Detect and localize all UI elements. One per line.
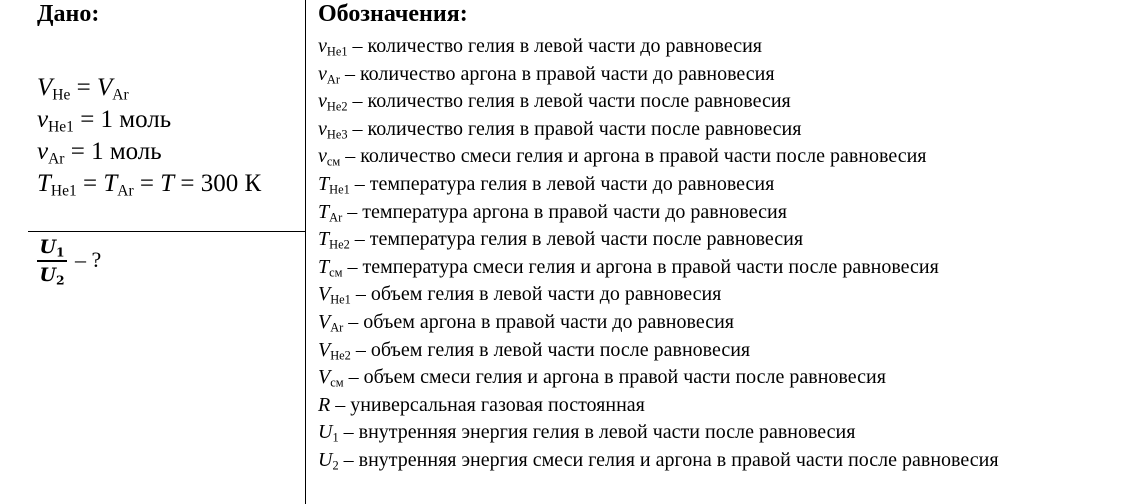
given-line <box>37 104 261 136</box>
subscript: Ar <box>326 72 340 87</box>
symbol: U <box>318 448 333 471</box>
subscript: He1 <box>330 293 351 308</box>
text-run: – количество гелия в левой части после равновесия <box>347 90 791 113</box>
fraction-denominator <box>39 264 64 286</box>
subscript: см <box>329 265 343 280</box>
symbol: T <box>318 172 330 195</box>
notation-row <box>318 226 1108 254</box>
notation-row <box>318 419 1108 447</box>
notation-row <box>318 392 1108 420</box>
given-line <box>37 136 261 168</box>
symbol: ν <box>37 106 49 133</box>
notation-row <box>318 364 1108 392</box>
text-run: – количество гелия в левой части до равновесия <box>347 35 762 57</box>
horizontal-divider <box>28 231 305 232</box>
notation-row <box>318 116 1108 144</box>
subscript: He1 <box>48 118 74 136</box>
text-run: = <box>70 74 97 101</box>
subscript: Ar <box>48 150 65 168</box>
fraction-numerator <box>39 236 64 258</box>
subscript: He2 <box>329 237 350 252</box>
text-run: – внутренняя энергия гелия в левой части после равновесия <box>338 421 856 444</box>
text-run: – объем гелия в левой части после равновесия <box>350 338 751 361</box>
text-run: – температура гелия в левой части до равновесия <box>349 172 775 195</box>
text-run: – объем гелия в левой части до равновесия <box>350 283 722 306</box>
subscript: He1 <box>329 182 350 197</box>
subscript: 2 <box>55 272 65 288</box>
symbol: ν <box>318 145 327 168</box>
text-run: = 300 К <box>174 170 262 197</box>
subscript: 2 <box>332 458 339 473</box>
subscript: 1 <box>332 431 339 446</box>
text-run: – универсальная газовая постоянная <box>330 393 645 416</box>
find-expression <box>37 236 101 286</box>
vertical-divider <box>305 0 306 504</box>
subscript: Ar <box>330 320 344 335</box>
subscript: He1 <box>50 182 77 200</box>
notation-list <box>318 33 1108 475</box>
given-line <box>37 72 261 104</box>
symbol: T <box>318 255 330 278</box>
symbol: U <box>39 236 56 258</box>
symbol: R <box>318 393 331 416</box>
subscript: см <box>326 155 341 170</box>
symbol: T <box>160 170 175 197</box>
symbol: ν <box>318 90 327 113</box>
subscript: He2 <box>330 348 351 363</box>
symbol: ν <box>318 117 327 140</box>
subscript: Ar <box>329 210 343 225</box>
symbol: ν <box>318 62 327 85</box>
notation-row <box>318 88 1108 116</box>
find-question: – ? <box>75 246 102 272</box>
text-run: – количество аргона в правой части до равновесия <box>339 62 775 85</box>
symbol: T <box>37 170 51 197</box>
text-run: – температура гелия в левой части после равновесия <box>349 228 804 251</box>
notation-row <box>318 337 1108 365</box>
subscript: He2 <box>326 99 348 114</box>
subscript: He <box>52 86 71 104</box>
symbol: V <box>318 338 331 361</box>
text-run: = <box>133 170 161 197</box>
symbol: U <box>318 421 333 444</box>
text-run: = <box>76 170 104 197</box>
notation-row <box>318 61 1108 89</box>
text-run: = 1 моль <box>64 138 162 165</box>
symbol: U <box>39 263 56 286</box>
text-run: – температура аргона в правой части до равновесия <box>342 200 787 223</box>
subscript: He3 <box>326 127 348 142</box>
notation-row <box>318 309 1108 337</box>
notation-row <box>318 171 1108 199</box>
symbol: V <box>318 366 331 389</box>
symbol: V <box>37 74 53 101</box>
notation-row <box>318 33 1108 61</box>
subscript: 1 <box>55 244 65 260</box>
text-run: – объем смеси гелия и аргона в правой части после равновесия <box>343 366 886 389</box>
symbol: V <box>318 283 331 306</box>
notation-row <box>318 199 1108 227</box>
given-line <box>37 168 261 200</box>
text-run: – количество смеси гелия и аргона в правой части после равновесия <box>340 145 927 168</box>
symbol: ν <box>37 138 49 165</box>
notation-row <box>318 143 1108 171</box>
notation-title: Обозначения: <box>318 1 468 27</box>
text-run: – объем аргона в правой части до равновесия <box>343 310 734 333</box>
subscript: см <box>330 375 344 390</box>
symbol: T <box>318 200 330 223</box>
ratio-fraction <box>37 236 67 286</box>
symbol: T <box>318 228 330 251</box>
text-run: – внутренняя энергия смеси гелия и аргона в правой части после равновесия <box>338 448 999 471</box>
given-list <box>37 72 261 200</box>
symbol: T <box>103 170 118 197</box>
text-run: = 1 моль <box>73 106 172 133</box>
text-run: – количество гелия в правой части после равновесия <box>347 117 802 140</box>
notation-row <box>318 447 1108 475</box>
subscript: He1 <box>326 44 348 59</box>
notation-row <box>318 254 1108 282</box>
fraction-bar <box>37 260 67 262</box>
symbol: V <box>96 74 113 101</box>
subscript: Ar <box>112 86 129 104</box>
given-title: Дано: <box>37 1 100 27</box>
text-run: – температура смеси гелия и аргона в правой части после равновесия <box>342 255 939 278</box>
notation-row <box>318 281 1108 309</box>
subscript: Ar <box>117 182 134 200</box>
symbol: ν <box>318 35 327 57</box>
symbol: V <box>318 310 331 333</box>
